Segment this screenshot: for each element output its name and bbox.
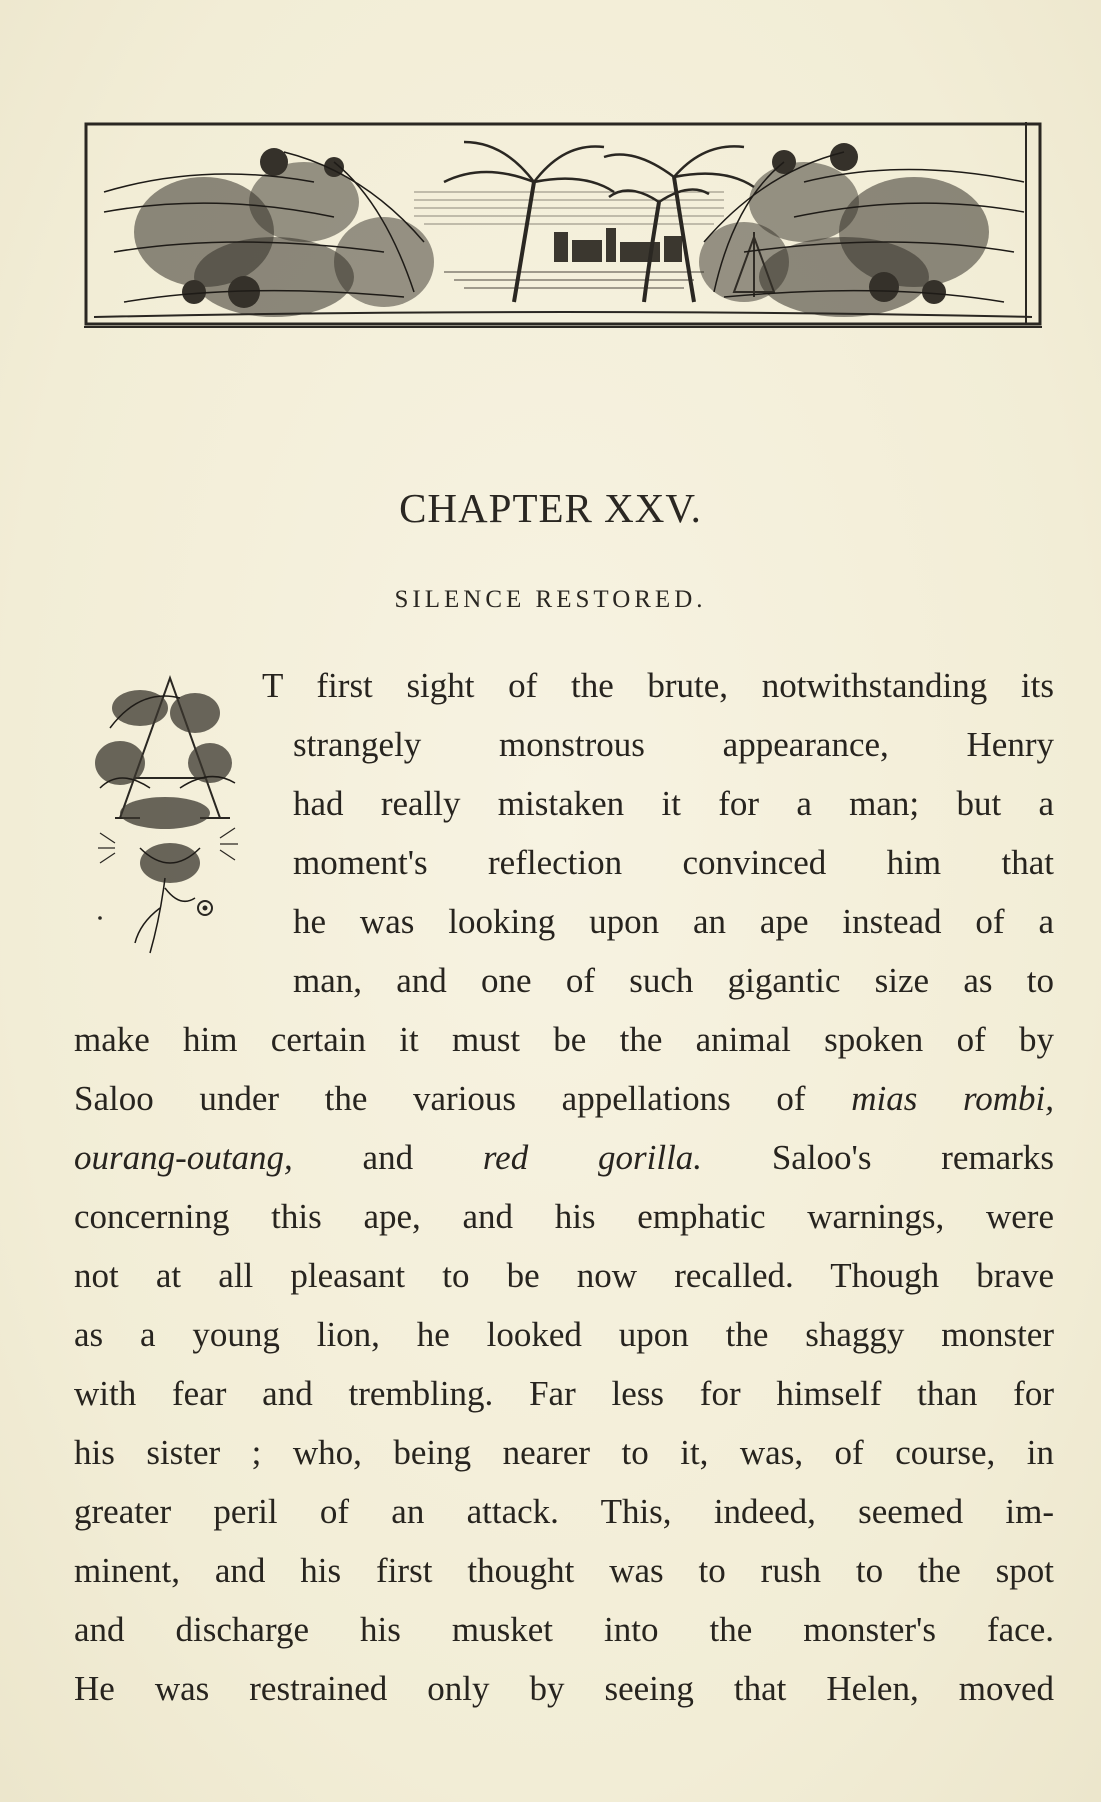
body-line-7: make him certain it must be the animal spoken of by [74,1020,1054,1059]
body-line-18: He was restrained only by seeing that Helen, moved [74,1669,1054,1708]
body-line-12: as a young lion, he looked upon the shaggy monster [74,1315,1054,1354]
line-9-post: Saloo's remarks [771,1138,1054,1177]
floral-initial-a-icon [80,668,250,968]
body-line-9 [74,1138,1054,1178]
body-line-11: not at all pleasant to be now recalled. Though brave [74,1256,1054,1295]
line-9-mid: and [362,1138,414,1177]
body-line-15: greater peril of an attack. This, indeed, seemed im- [74,1492,1054,1531]
body-line-6: man, and one of such gigantic size as to [293,961,1054,1000]
chapter-title: CHAPTER XXV. [399,485,702,531]
body-line-4: moment's reflection convinced him that [293,843,1054,882]
body-line-3: had really mistaken it for a man; but a [293,784,1054,823]
line-9-italic-1: ourang-outang, [74,1138,293,1177]
line-9-italic-2: red gorilla. [482,1138,703,1177]
tropical-landscape-engraving-icon [84,122,1042,334]
body-line-13: with fear and trembling. Far less for himself than for [74,1374,1054,1413]
body-line-17: and discharge his musket into the monster's face. [74,1610,1054,1649]
body-line-2: strangely monstrous appearance, Henry [293,725,1054,764]
body-line-1: T first sight of the brute, notwithstanding its [262,666,1054,705]
body-line-14: his sister ; who, being nearer to it, was, of course, in [74,1433,1054,1472]
chapter-subtitle: SILENCE RESTORED. [394,586,707,613]
line-8-italic: mias rombi, [851,1079,1055,1118]
body-line-10: concerning this ape, and his emphatic warnings, were [74,1197,1054,1236]
body-line-8 [74,1079,1054,1119]
body-line-5: he was looking upon an ape instead of a [293,902,1054,941]
line-8-plain: Saloo under the various appellations of [74,1079,806,1118]
body-line-16: minent, and his first thought was to rush to the spot [74,1551,1054,1590]
